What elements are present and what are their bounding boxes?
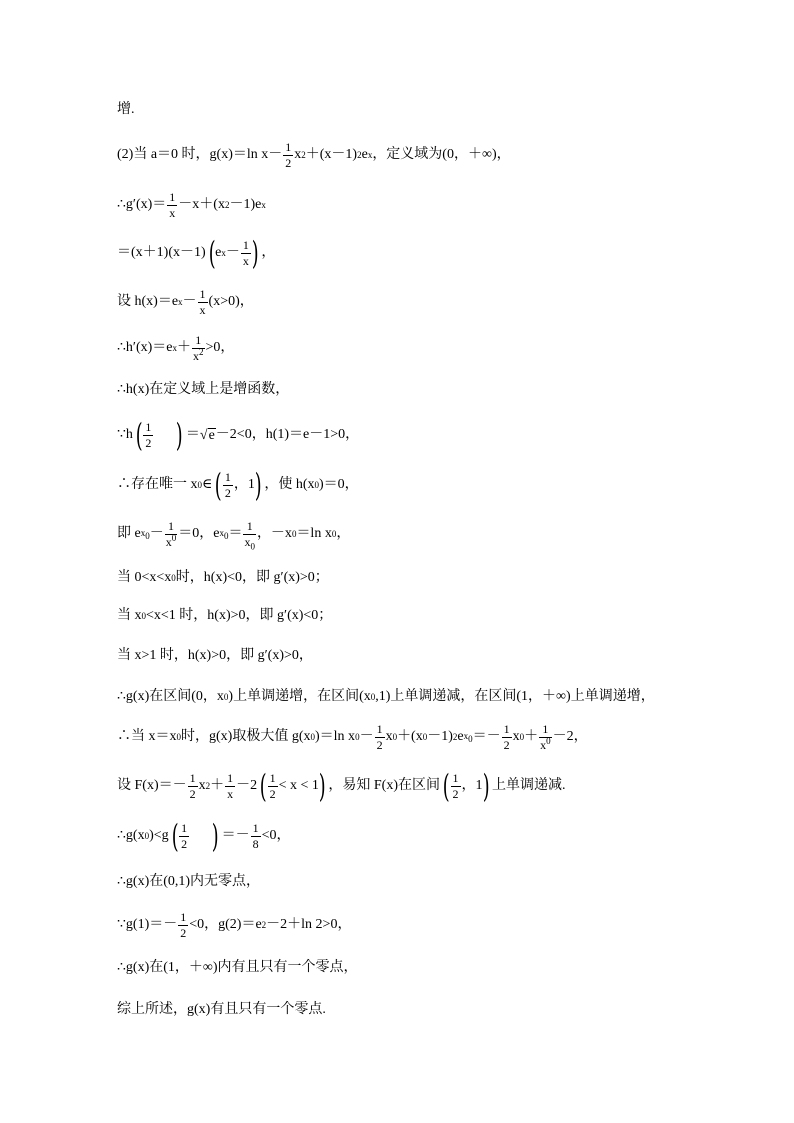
text-segment: ，定义域为(0，＋∞)，: [372, 147, 511, 162]
fraction: [198, 288, 208, 316]
denominator: 2: [224, 485, 231, 500]
text-segment: ＝(x＋1)(x－1): [117, 245, 206, 260]
left-paren: (: [135, 416, 143, 454]
denominator: x: [199, 302, 206, 317]
text-line: [117, 88, 135, 132]
text-segment: ＋(x－1): [305, 147, 358, 162]
text-segment: e: [457, 729, 464, 744]
text-segment: 当 0<x<x: [117, 570, 172, 585]
left-paren: (: [171, 817, 179, 855]
exponent: [219, 527, 229, 541]
numerator: 1: [252, 820, 259, 835]
text-segment: ＝0，e: [178, 526, 220, 541]
text-line: [117, 634, 313, 678]
text-segment: 上单调递减.: [491, 778, 566, 793]
text-segment: <0，g(2)＝e: [189, 917, 262, 932]
numerator: 1: [195, 332, 202, 347]
text-segment: )<g: [149, 828, 169, 843]
text-line: 设 F(x)＝－ $\frac{1}{2}$ x 2 ＋ $\frac{1}{x}$ －2 ( $\frac{1}{2}$ < x < 1 ) ，易知 F(x)在区间 ( $\frac{1}{2}$ ，1 ) 上单调递减.: [117, 767, 566, 805]
text-line: ∴g′(x)＝ $\frac{1}{x}$ －x＋(x 2 －1)e x: [117, 189, 266, 220]
numerator: 1: [246, 518, 253, 533]
text-line: ∴h′(x)＝e x ＋ $\frac{1}{x^2}$ >0，: [117, 332, 235, 363]
text-segment: －2<0，h(1)＝e－1>0，: [215, 427, 360, 442]
denominator-base: x: [165, 534, 172, 549]
numerator: 1: [242, 237, 249, 252]
parenthesized-group: [440, 767, 492, 805]
numerator: 1: [224, 469, 231, 484]
text-segment: ＝: [185, 427, 200, 442]
denominator: 8: [252, 836, 259, 851]
numerator: 1: [145, 419, 152, 434]
text-segment: >0，: [205, 340, 235, 355]
right-paren: ): [211, 817, 219, 855]
left-paren: (: [442, 767, 450, 805]
text-line: [117, 231, 275, 275]
text-segment: e: [361, 147, 368, 162]
text-segment: ＝ln x: [296, 526, 332, 541]
exponent: 0: [546, 735, 551, 746]
text-segment: )＝0，: [319, 477, 359, 492]
text-segment: －x＋(x: [178, 197, 225, 212]
subscript: 0: [468, 733, 473, 744]
denominator: x: [242, 253, 249, 268]
parenthesized-group: ( e x － $\frac{1}{x}$ ): [208, 234, 259, 272]
fraction: [225, 772, 235, 800]
text-line: 当 x 0 <x<1 时，h(x)>0，即 g′(x)<0；: [117, 608, 333, 623]
text-segment: < x < 1: [278, 778, 319, 793]
fraction: [143, 421, 153, 449]
text-segment: ∴g(x)在(0,1)内无零点，: [117, 874, 261, 889]
right-paren: ): [176, 416, 184, 454]
denominator: 2: [269, 786, 276, 801]
text-segment: ∈: [202, 477, 213, 492]
text-segment: －: [225, 245, 240, 260]
text-segment: ＋(x: [397, 729, 423, 744]
text-segment: －2: [236, 778, 258, 793]
text-segment: x: [294, 147, 302, 162]
text-segment: －: [182, 294, 197, 309]
numerator: 1: [503, 721, 510, 736]
text-segment: ∴当 x＝x: [117, 729, 177, 744]
parenthesized-group: [257, 767, 328, 805]
fraction: [178, 911, 188, 939]
text-segment: ∴存在唯一 x: [117, 477, 198, 492]
text-segment: (2)当 a＝0 时，g(x)＝ln x－: [117, 147, 283, 162]
text-segment: ，: [261, 245, 276, 260]
numerator: 1: [199, 286, 206, 301]
text-segment: 时，g(x)取极大值 g(x: [181, 729, 311, 744]
numerator: 1: [285, 139, 292, 154]
text-segment: ，－x: [256, 526, 292, 541]
text-line: 即 e $x_0$ － $\frac{1}{x^0}$ ＝0，e $x_0$ ＝ $\frac{1}{x_0}$ ，－x 0 ＝ln x 0 ，: [117, 518, 351, 551]
denominator: 2: [503, 737, 510, 752]
denominator: [165, 534, 178, 549]
fraction: [165, 520, 178, 548]
denominator: [539, 737, 552, 752]
text-segment: ∴g′(x)＝: [117, 197, 167, 212]
text-segment: x: [385, 729, 393, 744]
denominator: 2: [189, 786, 196, 801]
denominator: 2: [145, 435, 152, 450]
text-segment: ∴h′(x)＝e: [117, 340, 173, 355]
text-line: ∵g(1)＝－ $\frac{1}{2}$ <0，g(2)＝e 2 －2＋ln 2>0，: [117, 909, 352, 940]
text-segment: ∴h(x)在定义域上是增函数，: [117, 382, 290, 397]
fraction: [375, 723, 385, 751]
text-segment: 设 h(x)＝e: [117, 294, 179, 309]
denominator-base: x: [244, 534, 251, 549]
numerator: 1: [167, 518, 174, 533]
fraction: [241, 239, 251, 267]
text-segment: ∴g(x)在(1，＋∞)内有且只有一个零点，: [117, 960, 358, 975]
text-segment: 即 e: [117, 526, 141, 541]
denominator: [192, 348, 205, 363]
numerator: 1: [452, 770, 459, 785]
text-line: [117, 946, 358, 990]
text-segment: ∵g(1)＝－: [117, 917, 178, 932]
text-segment: ＝－: [221, 828, 250, 843]
left-paren: (: [208, 234, 216, 272]
numerator: 1: [169, 189, 176, 204]
text-segment: e: [215, 245, 222, 260]
text-segment: ，使 h(x: [264, 477, 315, 492]
numerator: 1: [376, 721, 383, 736]
subscript: 0: [223, 530, 229, 541]
text-segment: x: [198, 778, 206, 793]
text-segment: －: [359, 729, 374, 744]
numerator: 1: [269, 770, 276, 785]
fraction: [539, 723, 552, 751]
fraction: [179, 822, 189, 850]
denominator-base: x: [193, 348, 200, 363]
denominator: 2: [452, 786, 459, 801]
denominator: 2: [376, 737, 383, 752]
text-segment: ，1: [233, 477, 255, 492]
text-segment: ＝: [228, 526, 243, 541]
fraction: [268, 772, 278, 800]
exponent: [140, 527, 150, 541]
fraction: [502, 723, 512, 751]
text-segment: )上单调递增，在区间(x: [228, 689, 371, 704]
exponent: [463, 730, 473, 744]
numerator: 1: [189, 770, 196, 785]
fraction: [283, 141, 293, 169]
numerator: 1: [542, 721, 549, 736]
left-paren: (: [215, 466, 223, 504]
text-line: [117, 368, 289, 412]
subscript: 0: [250, 540, 255, 551]
text-line: ∴g(x)在区间(0，x 0 )上单调递增，在区间(x 0 ,1)上单调递减，在区间(1，＋∞)上单调递增，: [117, 689, 655, 704]
left-paren: (: [259, 767, 267, 805]
text-segment: ，易知 F(x)在区间: [328, 778, 441, 793]
text-segment: ∵h: [117, 427, 133, 442]
text-segment: 当 x>1 时，h(x)>0，即 g′(x)>0，: [117, 648, 313, 663]
text-line: [117, 860, 260, 904]
text-segment: 增.: [117, 102, 135, 117]
text-segment: －2＋ln 2>0，: [266, 917, 352, 932]
numerator: 1: [227, 770, 234, 785]
right-paren: ): [482, 767, 490, 805]
text-segment: ∴g(x: [117, 828, 145, 843]
fraction: [192, 334, 205, 362]
text-line: ∴g(x 0 )<g ( $\frac{1}{2}$ ) ＝－ $\frac{1}{8}$ <0，: [117, 817, 291, 855]
text-segment: －1): [427, 729, 453, 744]
text-segment: x: [512, 729, 520, 744]
numerator: 1: [181, 820, 188, 835]
parenthesized-group: [169, 817, 222, 855]
denominator: [243, 534, 256, 549]
fraction: [167, 191, 177, 219]
fraction: [451, 772, 461, 800]
text-line: ∴当 x＝x 0 时，g(x)取极大值 g(x 0 )＝ln x 0 － $\frac{1}{2}$ x 0 ＋(x 0 －1) 2 e $x_0$ ＝－ $\frac{1}{2}$ x 0 ＋ $\frac{1}{x^0}$ －2，: [117, 721, 588, 752]
right-paren: ): [318, 767, 326, 805]
denominator-base: x: [540, 737, 547, 752]
denominator: 2: [180, 925, 187, 940]
text-segment: )＝ln x: [315, 729, 356, 744]
exponent-base: x: [219, 527, 224, 538]
radicand: e: [208, 427, 215, 443]
fraction: [188, 772, 198, 800]
text-line: [117, 988, 326, 1032]
denominator: 2: [285, 155, 292, 170]
text-segment: ，1: [461, 778, 483, 793]
text-segment: ＋: [524, 729, 539, 744]
text-segment: －: [149, 526, 164, 541]
text-segment: 当 x: [117, 608, 142, 623]
fraction: [223, 471, 233, 499]
parenthesized-group: [212, 466, 264, 504]
exponent: 2: [199, 346, 204, 357]
text-line: 当 0<x<x 0 时，h(x)<0，即 g′(x)>0；: [117, 570, 329, 585]
square-root: [200, 428, 216, 443]
right-paren: ): [254, 466, 262, 504]
text-line: (2)当 a＝0 时，g(x)＝ln x－ $\frac{1}{2}$ x 2 ＋(x－1) 2 e x ，定义域为(0，＋∞)，: [117, 139, 511, 170]
text-segment: ∴g(x)在区间(0，x: [117, 689, 224, 704]
text-segment: 时，h(x)<0，即 g′(x)>0；: [175, 570, 329, 585]
text-segment: －2，: [552, 729, 588, 744]
denominator: x: [227, 786, 234, 801]
fraction: [251, 822, 261, 850]
parenthesized-group: [133, 416, 186, 454]
text-segment: 设 F(x)＝－: [117, 778, 187, 793]
text-segment: 综上所述，g(x)有且只有一个零点.: [117, 1002, 326, 1017]
text-segment: ＝－: [472, 729, 501, 744]
text-segment: ＋: [177, 340, 192, 355]
text-segment: (x>0)，: [208, 294, 254, 309]
exponent-base: x: [140, 527, 146, 538]
subscript: 0: [145, 530, 150, 541]
text-segment: ,1)上单调递减，在区间(1，＋∞)上单调递增，: [375, 689, 655, 704]
text-line: [117, 413, 359, 457]
exponent: 0: [171, 532, 177, 543]
text-segment: ，: [336, 526, 351, 541]
text-segment: <0，: [261, 828, 291, 843]
radical-sign: √: [199, 427, 208, 443]
text-line: 设 h(x)＝e x － $\frac{1}{x}$ (x>0)，: [117, 286, 254, 317]
fraction: [243, 518, 256, 551]
numerator: 1: [180, 909, 187, 924]
text-line: ∴存在唯一 x 0 ∈ ( $\frac{1}{2}$ ，1 ) ，使 h(x 0 )＝0，: [117, 466, 359, 504]
text-segment: <x<1 时，h(x)>0，即 g′(x)<0；: [146, 608, 333, 623]
denominator: 2: [181, 836, 188, 851]
denominator: x: [169, 205, 176, 220]
right-paren: ): [251, 234, 259, 272]
text-segment: ＋: [210, 778, 225, 793]
exponent-base: x: [463, 730, 469, 741]
text-segment: －1)e: [229, 197, 262, 212]
